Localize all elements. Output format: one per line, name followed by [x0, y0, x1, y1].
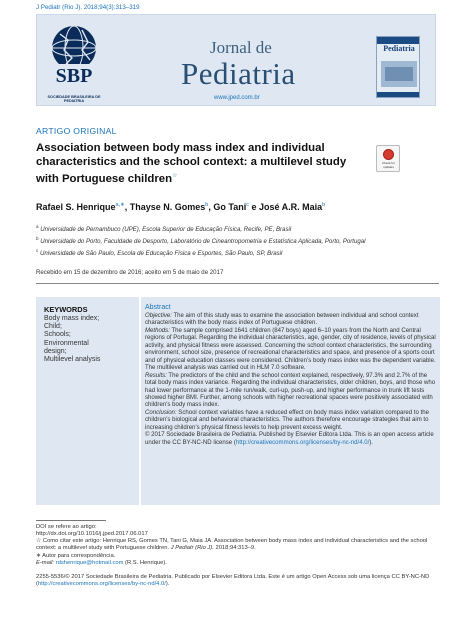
- affiliation-text: Universidade de São Paulo, Escola de Educação Física e Esportes, São Paulo, SP, Brasil: [39, 250, 283, 258]
- title-footnote-marker[interactable]: ☆: [172, 173, 178, 180]
- article-title: [36, 141, 356, 186]
- journal-title-line1: Jornal de: [210, 38, 272, 57]
- issn-license-line: [36, 574, 446, 588]
- author-name: Rafael S. Henrique: [36, 202, 116, 212]
- citation-tail: 2018;94:313–9.: [213, 545, 256, 551]
- crossmark-label: Check for updates: [382, 161, 395, 169]
- cover-title: Pediatria: [383, 44, 415, 53]
- citation-marker: ☆: [36, 538, 42, 544]
- header-divider: [36, 283, 439, 284]
- issn-license-link[interactable]: http://creativecommons.org/licenses/by-nc-nd/4.0/: [37, 581, 166, 587]
- citation-note: [36, 538, 446, 552]
- cover-bottom-band: [377, 92, 420, 98]
- email-label: E-mail:: [36, 560, 55, 566]
- journal-title-line2: Pediatria: [181, 56, 296, 91]
- keywords-list: [44, 315, 136, 364]
- keywords-panel: [36, 297, 139, 505]
- author-name: José A.R. Maia: [258, 202, 323, 212]
- objective-label: Objective:: [145, 313, 172, 319]
- keyword-item: Body mass index;: [44, 315, 100, 322]
- conclusion-label: Conclusion:: [145, 409, 177, 416]
- doi-link[interactable]: http://dx.doi.org/10.1016/j.jped.2017.06.017: [36, 531, 148, 537]
- abstract-body: [145, 313, 437, 447]
- methods-text: The sample comprised 1641 children (847 boys) aged 6–10 years from the North and Central regions of Portugal. Regarding the individual characteristics, age, gender, city of residence, levels of physical activity, and physical fitness were assessed. Concerning the school context characteristics, the surrounding environment, school size, presence of recreational characteristics and space, and presence of a sports court and of physical education classes were considered. Children’s body mass index was the dependent variable. The multilevel analysis was carried out in HLM 7.0 software.: [145, 327, 436, 372]
- methods-label: Methods:: [145, 327, 170, 334]
- results-text: The predictors of the child and the school context explained, respectively, 97.3% and 2.7% of the total body mass index variance. Regarding the individual characteristics, older children, boys, and those who had lower performance at the 1-mile run/walk, curl-up, push-up, and higher performance in trunk lift tests showed higher BMI. Further, among schools with higher recreational spaces were positively associated with children’s body mass index.: [145, 372, 436, 409]
- email-link[interactable]: rdshenrique@hotmail.com: [55, 560, 124, 566]
- affiliation: [36, 224, 436, 233]
- author-name: Go Tani: [213, 202, 247, 212]
- abstract-heading: Abstract: [145, 304, 171, 311]
- author-name: Thayse N. Gomes: [129, 202, 206, 212]
- author-list: Rafael S. Henrique$^{a,∗}$, Thayse N. Gomes$^b$, Go Tani$^c$ e José A.R. Maia$^b$: [36, 202, 326, 212]
- keyword-item: Environmental: [44, 339, 89, 347]
- society-caption: SOCIEDADE BRASILEIRA DE PEDIATRIA: [47, 95, 101, 104]
- cover-top-band: [377, 37, 420, 44]
- cover-image-detail: [385, 67, 413, 81]
- copyright-end: ).: [369, 439, 373, 446]
- journal-url-link[interactable]: www.jped.com.br: [214, 95, 260, 101]
- objective-text: The aim of this study was to examine the association between individual and school context characteristics with the body mass index of Portuguese children.: [145, 313, 419, 327]
- journal-reference: J Pediatr (Rio J). 2018;94(3):313–319: [36, 4, 140, 11]
- email-note: [36, 560, 446, 567]
- affiliation-text: Universidade do Porto, Faculdade de Desporto, Laboratório de Cineantropometria e Estatística Aplicada, Porto, Portugal: [40, 238, 366, 246]
- affiliation-text: Universidade de Pernambuco (UPE), Escola Superior de Educação Física, Recife, PE, Brasil: [40, 226, 292, 234]
- email-owner: (R.S. Henrique).: [123, 560, 167, 566]
- citation-journal: J Pediatr (Rio J).: [170, 545, 214, 551]
- section-label: ARTIGO ORIGINAL: [36, 126, 117, 136]
- society-logo: [42, 20, 106, 100]
- citation-text: Como citar este artigo: Henrique RS, Gomes TN, Tani G, Maia JA. Association between body mass index and individual characteristics and the school context: a multilevel study with Portuguese children.: [36, 538, 428, 551]
- crossmark-icon: [383, 149, 394, 160]
- crossmark-button[interactable]: [376, 145, 400, 172]
- issn-text: 2255-5536/© 2017 Sociedade Brasileira de Pediatria. Publicado por Elsevier Editora Ltda. Este é um artigo Open Access sob uma licença CC BY-NC-ND (: [36, 574, 430, 587]
- conclusion-text: School context variables have a reduced effect on body mass index variation compared to the children’s biological and behavioral characteristics. The authors therefore encourage strategies that aim to increasing children’s physical fitness levels to help prevent excess weight.: [145, 409, 429, 431]
- keywords-heading: KEYWORDS: [44, 305, 88, 314]
- issn-end: ).: [165, 581, 170, 587]
- author-affil-marker[interactable]: a,∗: [115, 202, 125, 208]
- keyword-item: Schools;: [44, 331, 71, 339]
- corresponding-author-note: [36, 553, 446, 560]
- doi-label: DOI se refere ao artigo:: [36, 524, 97, 530]
- keyword-item: Multilevel analysis: [44, 356, 101, 364]
- article-title-text: Association between body mass index and individual characteristics and the school context: a multilevel study with Portuguese children: [36, 142, 347, 186]
- affiliation: [36, 248, 436, 257]
- affiliation-marker: b: [36, 236, 39, 241]
- corresp-text: Autor para correspondência.: [40, 553, 116, 559]
- keyword-item: Child;: [44, 323, 62, 331]
- logo-wordmark: SBP: [55, 65, 93, 87]
- copyright-text: © 2017 Sociedade Brasileira de Pediatria. Published by Elsevier Editora Ltda. This is an open access article under the CC BY-NC-ND license (: [145, 432, 434, 446]
- received-dates: Recebido em 15 de dezembro de 2016; aceito em 5 de maio de 2017: [36, 269, 224, 276]
- license-link[interactable]: http://creativecommons.org/licenses/by-nc-nd/4.0/: [235, 439, 370, 446]
- affiliation-marker: a: [36, 224, 39, 229]
- abstract-panel: [141, 297, 440, 505]
- keyword-item: design;: [44, 347, 67, 355]
- author-affil-marker[interactable]: b: [322, 202, 326, 208]
- results-label: Results:: [145, 372, 167, 379]
- corresp-marker: ∗: [36, 553, 41, 559]
- affiliation: [36, 236, 436, 245]
- author-affil-marker[interactable]: b: [205, 202, 209, 208]
- author-affil-marker[interactable]: c: [246, 202, 249, 208]
- globe-icon: [52, 26, 96, 70]
- affiliation-marker: c: [36, 248, 39, 253]
- journal-cover-thumbnail: [376, 36, 420, 98]
- footnote-rule: [36, 520, 106, 521]
